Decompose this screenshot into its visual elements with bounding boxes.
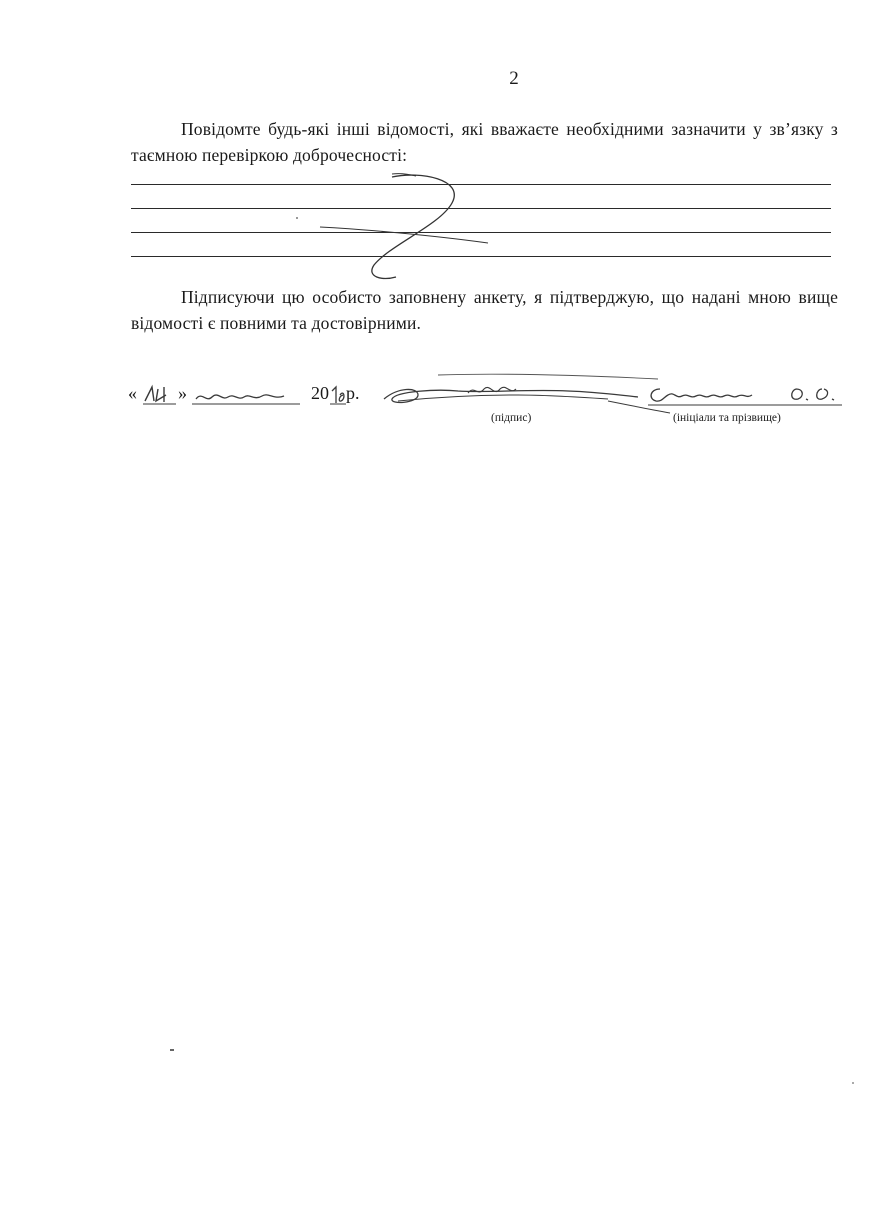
handwritten-month [192, 381, 302, 407]
scan-speck [296, 217, 298, 219]
name-caption: (ініціали та прізвище) [673, 412, 781, 424]
other-information-prompt-text: Повідомте будь-які інші відомості, які вважаєте необхідними зазначити у зв’язку з таємною перевіркою доброчесності: [131, 119, 838, 165]
handwritten-year-digits [330, 383, 346, 407]
scan-speck [170, 1049, 174, 1051]
date-year-suffix: р. [346, 383, 360, 403]
handwritten-day [142, 381, 178, 407]
page-number: 2 [509, 68, 519, 89]
date-close-quote: » [178, 383, 187, 403]
blank-strike-through-mark [300, 165, 500, 285]
date-year-prefix: 20 [311, 383, 329, 403]
other-information-prompt [131, 116, 838, 168]
signature-caption: (підпис) [491, 412, 532, 424]
confirmation-statement-text: Підписуючи цю особисто заповнену анкету, я підтверджую, що надані мною вище відомості є повними та достовірними. [131, 287, 838, 333]
handwritten-name [646, 379, 846, 413]
date-open-quote: « [128, 383, 137, 403]
signature-block [128, 383, 848, 443]
confirmation-statement [131, 284, 838, 336]
scan-speck [852, 1082, 854, 1084]
